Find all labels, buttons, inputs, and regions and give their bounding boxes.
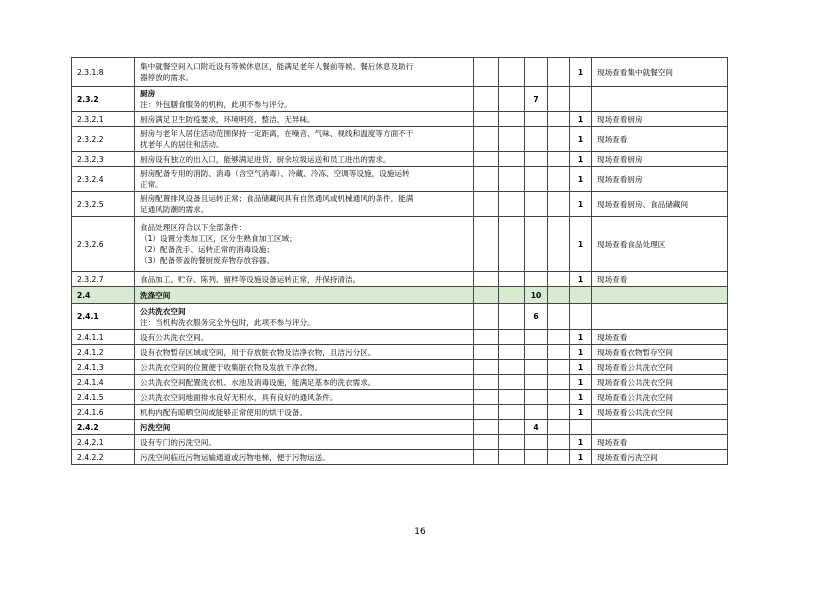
table-body	[72, 58, 728, 465]
item-content	[135, 435, 474, 450]
empty-cell	[548, 87, 570, 112]
table-row	[72, 127, 728, 152]
score-value: 1	[570, 152, 592, 167]
empty-cell	[474, 217, 499, 272]
item-content	[135, 58, 474, 87]
evaluation-method	[592, 420, 728, 435]
item-code: 2.4.1.5	[72, 390, 135, 405]
empty-cell	[499, 405, 525, 420]
empty-cell	[474, 345, 499, 360]
content-line: 厨房配备专用的消防、消毒（含空气消毒）、冷藏、冷冻、空调等设施，设施运转	[140, 169, 410, 178]
score-value: 1	[570, 192, 592, 217]
content-line: 公共洗衣空间的位置便于收集脏衣物及发放干净衣物。	[140, 362, 323, 372]
evaluation-method: 现场查看	[592, 272, 728, 287]
empty-cell	[499, 112, 525, 127]
score-value: 1	[570, 360, 592, 375]
empty-cell	[474, 87, 499, 112]
weight-value	[525, 330, 548, 345]
item-content	[135, 167, 474, 192]
table-row	[72, 360, 728, 375]
empty-cell	[499, 192, 525, 217]
content-line: 注：外包膳食服务的机构，此项不参与评分。	[140, 100, 292, 109]
empty-cell	[548, 435, 570, 450]
empty-cell	[474, 330, 499, 345]
evaluation-method: 现场查看公共洗衣空间	[592, 390, 728, 405]
section-title: 厨房	[140, 89, 156, 98]
item-content	[135, 390, 474, 405]
empty-cell	[548, 217, 570, 272]
item-content	[135, 375, 474, 390]
table-row	[72, 435, 728, 450]
empty-cell	[474, 127, 499, 152]
empty-cell	[474, 450, 499, 465]
item-code: 2.4.1.3	[72, 360, 135, 375]
evaluation-method: 现场查看公共洗衣空间	[592, 375, 728, 390]
empty-cell	[548, 167, 570, 192]
item-code: 2.4.1.6	[72, 405, 135, 420]
empty-cell	[548, 152, 570, 167]
score-value: 1	[570, 435, 592, 450]
table-row	[72, 345, 728, 360]
weight-value	[525, 152, 548, 167]
empty-cell	[548, 330, 570, 345]
score-value: 1	[570, 375, 592, 390]
content-line: 污洗空间临近污物运输通道或污物电梯，便于污物运送。	[140, 452, 330, 462]
score-value	[570, 304, 592, 330]
content-line: 设有衣物暂存区域或空间，用于存放脏衣物及洁净衣物，且洁污分区。	[140, 347, 376, 357]
weight-value	[525, 217, 548, 272]
empty-cell	[499, 435, 525, 450]
content-line: 正常。	[140, 180, 163, 189]
score-value: 1	[570, 58, 592, 87]
empty-cell	[499, 87, 525, 112]
evaluation-method: 现场查看	[592, 435, 728, 450]
item-content	[135, 330, 474, 345]
score-value	[570, 420, 592, 435]
empty-cell	[548, 405, 570, 420]
evaluation-method: 现场查看厨房	[592, 152, 728, 167]
score-value: 1	[570, 167, 592, 192]
item-code: 2.4.1.2	[72, 345, 135, 360]
weight-value	[525, 192, 548, 217]
item-code: 2.3.2	[72, 87, 135, 112]
weight-value: 7	[525, 87, 548, 112]
table-row	[72, 375, 728, 390]
table-row	[72, 192, 728, 217]
empty-cell	[548, 304, 570, 330]
table-row	[72, 112, 728, 127]
weight-value	[525, 272, 548, 287]
item-content	[135, 405, 474, 420]
empty-cell	[499, 330, 525, 345]
evaluation-method: 现场查看公共洗衣空间	[592, 405, 728, 420]
empty-cell	[474, 112, 499, 127]
score-value: 1	[570, 272, 592, 287]
empty-cell	[548, 420, 570, 435]
item-code: 2.4.2.1	[72, 435, 135, 450]
item-content	[135, 420, 474, 435]
empty-cell	[499, 58, 525, 87]
evaluation-method: 现场查看污洗空间	[592, 450, 728, 465]
item-code: 2.3.2.3	[72, 152, 135, 167]
content-line: （3）配备带盖的餐厨废弃物存放容器。	[140, 256, 274, 265]
empty-cell	[548, 127, 570, 152]
content-line: （2）配备洗手、运转正常的消毒设施；	[140, 245, 274, 254]
item-content	[135, 217, 474, 272]
score-value: 1	[570, 217, 592, 272]
item-code: 2.4.2	[72, 420, 135, 435]
empty-cell	[474, 420, 499, 435]
evaluation-method: 现场查看厨房、食品储藏间	[592, 192, 728, 217]
content-line: 注：当机构洗衣服务完全外包时，此项不参与评分。	[140, 317, 315, 327]
item-content	[135, 87, 474, 112]
empty-cell	[499, 360, 525, 375]
item-code: 2.4.1.1	[72, 330, 135, 345]
item-content	[135, 127, 474, 152]
empty-cell	[548, 192, 570, 217]
content-line: 厨房满足卫生防疫要求，环境明亮、整洁、无异味。	[140, 114, 315, 124]
page-number: 16	[414, 527, 426, 537]
item-content	[135, 152, 474, 167]
evaluation-method: 现场查看厨房	[592, 112, 728, 127]
weight-value	[525, 390, 548, 405]
item-code: 2.4.1	[72, 304, 135, 330]
content-line: 扰老年人的居住和活动。	[140, 140, 224, 149]
score-value: 1	[570, 450, 592, 465]
table-row	[72, 420, 728, 435]
weight-value	[525, 375, 548, 390]
empty-cell	[548, 58, 570, 87]
empty-cell	[499, 272, 525, 287]
weight-value	[525, 112, 548, 127]
content-line: 厨房配置排风设备且运转正常；食品储藏间具有自然通风或机械通风的条件，能满	[140, 194, 414, 203]
weight-value: 6	[525, 304, 548, 330]
empty-cell	[474, 58, 499, 87]
item-code: 2.3.2.5	[72, 192, 135, 217]
score-value: 1	[570, 127, 592, 152]
content-line: 食品处理区符合以下全部条件：	[140, 223, 247, 232]
content-line: 设有专门的污洗空间。	[140, 437, 216, 447]
item-code: 2.3.1.8	[72, 58, 135, 87]
weight-value: 10	[525, 287, 548, 304]
evaluation-method	[592, 287, 728, 304]
evaluation-method: 现场查看公共洗衣空间	[592, 360, 728, 375]
evaluation-method: 现场查看	[592, 330, 728, 345]
empty-cell	[548, 272, 570, 287]
item-code: 2.3.2.6	[72, 217, 135, 272]
evaluation-method: 现场查看食品处理区	[592, 217, 728, 272]
weight-value	[525, 58, 548, 87]
section-title: 洗涤空间	[140, 290, 171, 300]
item-content	[135, 192, 474, 217]
evaluation-table	[71, 57, 728, 465]
empty-cell	[499, 152, 525, 167]
item-code: 2.4.2.2	[72, 450, 135, 465]
table-row	[72, 217, 728, 272]
weight-value	[525, 345, 548, 360]
weight-value	[525, 450, 548, 465]
empty-cell	[474, 287, 499, 304]
empty-cell	[548, 360, 570, 375]
score-value: 1	[570, 405, 592, 420]
item-content	[135, 360, 474, 375]
score-value: 1	[570, 390, 592, 405]
empty-cell	[499, 450, 525, 465]
evaluation-method: 现场查看集中就餐空间	[592, 58, 728, 87]
empty-cell	[499, 375, 525, 390]
empty-cell	[474, 405, 499, 420]
empty-cell	[499, 345, 525, 360]
empty-cell	[548, 112, 570, 127]
table-row	[72, 405, 728, 420]
content-line: 设有公共洗衣空间。	[140, 332, 209, 342]
item-content	[135, 272, 474, 287]
item-code: 2.4	[72, 287, 135, 304]
empty-cell	[548, 345, 570, 360]
table-row	[72, 304, 728, 330]
empty-cell	[499, 390, 525, 405]
content-line: （1）设置分类加工区，区分生熟食加工区域；	[140, 234, 297, 243]
item-code: 2.3.2.4	[72, 167, 135, 192]
weight-value	[525, 167, 548, 192]
empty-cell	[548, 450, 570, 465]
content-line: 公共洗衣空间地面排水良好无积水，具有良好的通风条件。	[140, 392, 338, 402]
weight-value	[525, 435, 548, 450]
content-line: 食品加工、贮存、陈列、留样等设施设备运转正常，并保持清洁。	[140, 274, 361, 284]
content-line: 机构内配有晾晒空间或能够正常使用的烘干设备。	[140, 407, 308, 417]
section-title: 污洗空间	[140, 422, 171, 432]
content-line: 厨房设有独立的出入口，能够满足进货、厨余垃圾运送和员工进出的需求。	[140, 154, 391, 164]
item-content	[135, 287, 474, 304]
item-code: 2.3.2.1	[72, 112, 135, 127]
empty-cell	[474, 192, 499, 217]
table-row	[72, 330, 728, 345]
evaluation-method	[592, 304, 728, 330]
empty-cell	[499, 304, 525, 330]
weight-value	[525, 127, 548, 152]
table-row	[72, 87, 728, 112]
empty-cell	[548, 390, 570, 405]
evaluation-method	[592, 87, 728, 112]
content-line: 足通风防潮的需求。	[140, 205, 209, 214]
table-row	[72, 272, 728, 287]
table-row	[72, 58, 728, 87]
empty-cell	[499, 287, 525, 304]
empty-cell	[499, 167, 525, 192]
score-value: 1	[570, 345, 592, 360]
item-code: 2.3.2.2	[72, 127, 135, 152]
item-content	[135, 450, 474, 465]
score-value	[570, 87, 592, 112]
content-line: 器停放的需求。	[140, 73, 194, 82]
empty-cell	[474, 167, 499, 192]
empty-cell	[474, 152, 499, 167]
weight-value	[525, 360, 548, 375]
table-row	[72, 152, 728, 167]
empty-cell	[474, 272, 499, 287]
item-content	[135, 345, 474, 360]
empty-cell	[548, 375, 570, 390]
score-value: 1	[570, 112, 592, 127]
empty-cell	[499, 217, 525, 272]
score-value	[570, 287, 592, 304]
empty-cell	[474, 375, 499, 390]
empty-cell	[474, 304, 499, 330]
empty-cell	[548, 287, 570, 304]
section-title: 公共洗衣空间	[140, 306, 186, 316]
content-line: 厨房与老年人居住活动范围保持一定距离，在噪音、气味、视线和温度等方面不干	[140, 129, 414, 138]
content-line: 公共洗衣空间配置洗衣机、水池及消毒设施，能满足基本的洗衣需求。	[140, 377, 376, 387]
item-code: 2.4.1.4	[72, 375, 135, 390]
empty-cell	[474, 390, 499, 405]
empty-cell	[499, 127, 525, 152]
item-content	[135, 112, 474, 127]
empty-cell	[474, 360, 499, 375]
item-content	[135, 304, 474, 330]
evaluation-method: 现场查看厨房	[592, 167, 728, 192]
table-row	[72, 287, 728, 304]
table-row	[72, 390, 728, 405]
weight-value	[525, 405, 548, 420]
item-code: 2.3.2.7	[72, 272, 135, 287]
table-row	[72, 167, 728, 192]
table-row	[72, 450, 728, 465]
weight-value: 4	[525, 420, 548, 435]
empty-cell	[499, 420, 525, 435]
evaluation-method: 现场查看衣物暂存空间	[592, 345, 728, 360]
content-line: 集中就餐空间入口附近设有等候休息区，能满足老年人餐前等候、餐后休息及助行	[140, 62, 414, 71]
evaluation-method: 现场查看	[592, 127, 728, 152]
score-value: 1	[570, 330, 592, 345]
empty-cell	[474, 435, 499, 450]
